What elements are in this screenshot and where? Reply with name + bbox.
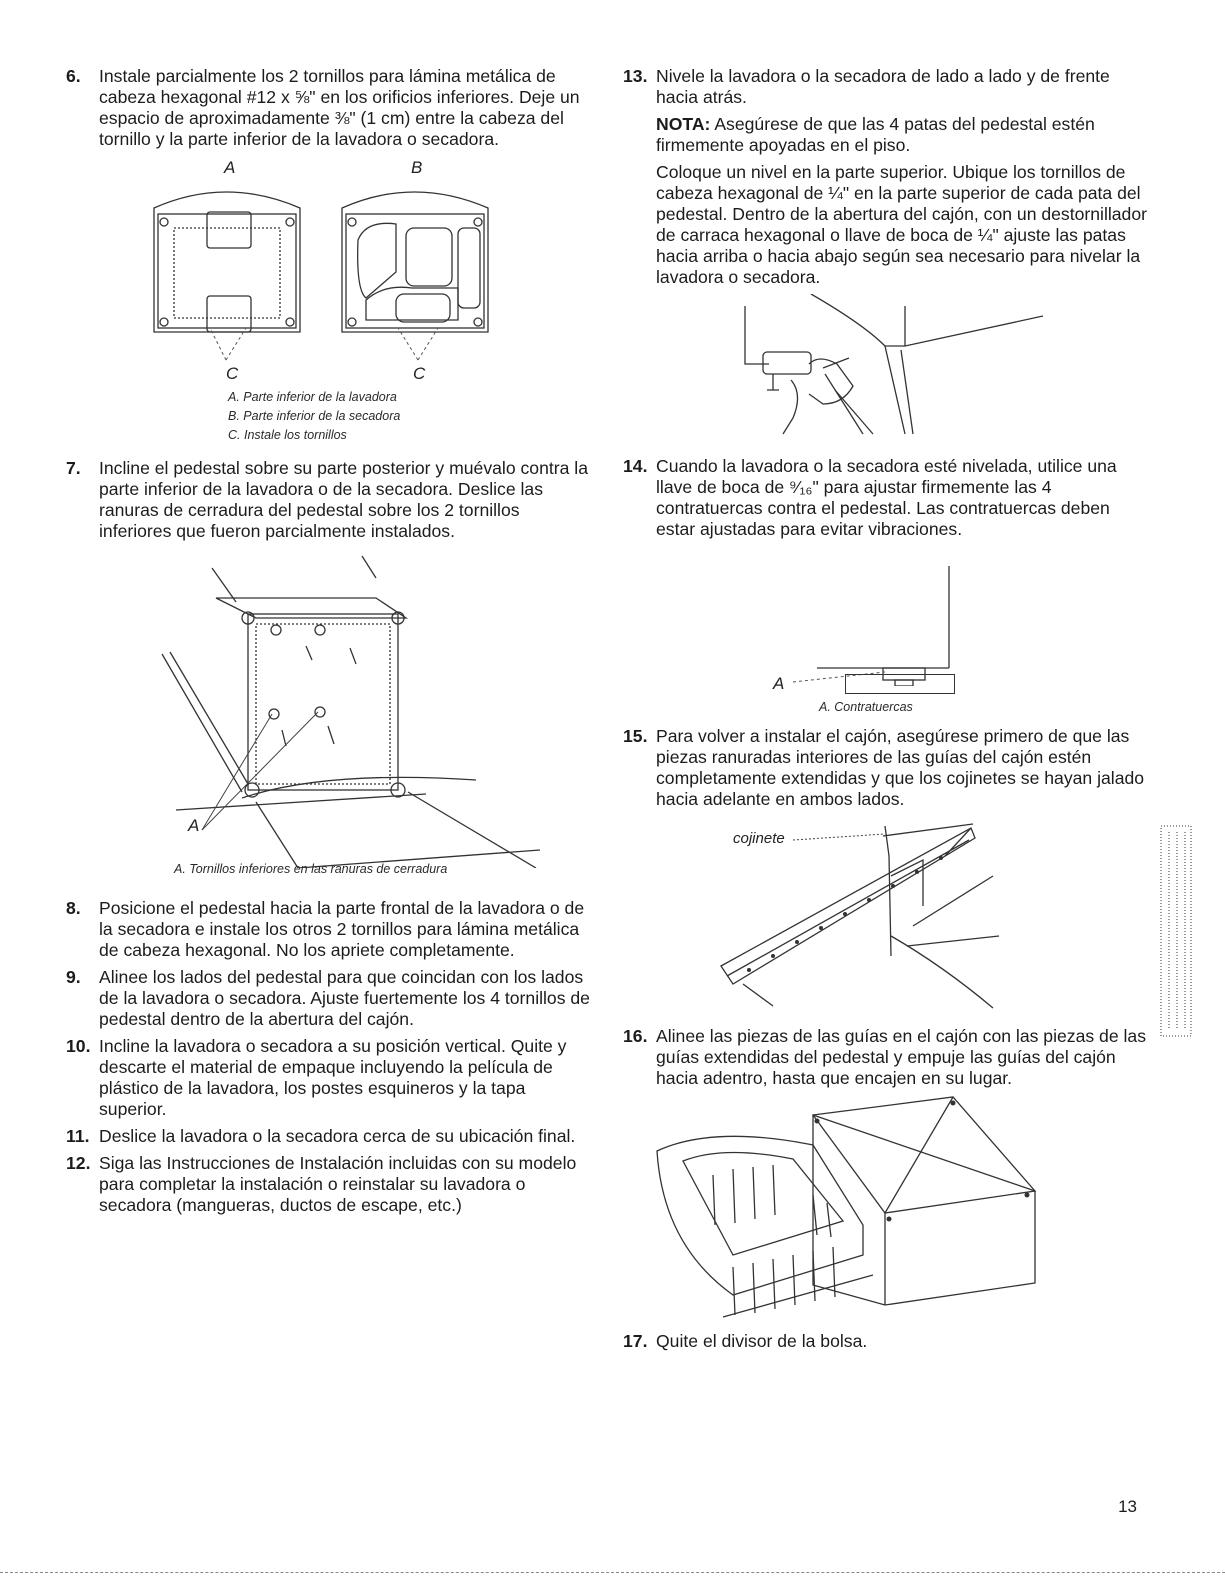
locknut-drawing (623, 546, 1148, 686)
step-number: 11. (66, 1126, 90, 1146)
step-text: Cuando la lavadora o la secadora esté nivelada, utilice una llave de boca de ⁹⁄₁₆" para ajustar firmemente las 4 contratuercas contra el pedestal. Las contratuercas deben estar ajustadas para evitar vibraciones. (656, 456, 1117, 539)
right-column (623, 66, 1148, 1358)
figure-drawer-slides (623, 816, 1148, 1026)
step-9 (66, 967, 594, 1036)
figure-drawer-install (623, 1095, 1148, 1331)
step-number: 7. (66, 458, 81, 478)
step-text: Incline el pedestal sobre su parte posterior y muévalo contra la parte inferior de la lavadora o de la secadora. Deslice las ranuras de cerradura del pedestal sobre los 2 tornillos inferiores que fueron parcialmente instalados. (99, 458, 588, 541)
figure-keyhole-screws (66, 548, 594, 888)
step-text: Deslice la lavadora o la secadora cerca de su ubicación final. (99, 1126, 576, 1146)
pedestal-bottoms-drawing (66, 180, 594, 380)
step-10 (66, 1036, 594, 1126)
step-number: 16. (623, 1026, 648, 1046)
note-text: Asegúrese de que las 4 patas del pedestal estén firmemente apoyadas en el piso. (656, 114, 1095, 155)
step-15 (623, 726, 1148, 816)
step-8 (66, 898, 594, 967)
step-text: Instale parcialmente los 2 tornillos para lámina metálica de cabeza hexagonal #12 x ⅝" en los orificios inferiores. Deje un espacio de aproximadamente ⅜" (1 cm) entre la cabeza del tornillo y la parte inferior de la lavadora o secadora. (99, 66, 580, 149)
step-text: Incline la lavadora o secadora a su posición vertical. Quite y descarte el material de empaque incluyendo la película de plástico de la lavadora, los postes esquineros y la tapa superior. (99, 1036, 567, 1119)
figure-caption: A. Tornillos inferiores en las ranuras de cerradura (174, 862, 448, 876)
bottom-rule (0, 1572, 1225, 1573)
step-number: 9. (66, 967, 81, 987)
step-number: 17. (623, 1331, 648, 1351)
step-number: 12. (66, 1153, 91, 1173)
step-7 (66, 458, 594, 548)
step-12 (66, 1153, 594, 1222)
step-text: Alinee los lados del pedestal para que coincidan con los lados de la lavadora o secadora. Ajuste fuertemente los 4 tornillos de pedestal dentro de la abertura del cajón. (99, 967, 590, 1029)
figure-label-b: B (411, 158, 423, 177)
step-number: 8. (66, 898, 81, 918)
figure-level-adjust (623, 294, 1148, 456)
figure-label-a: A (188, 816, 200, 835)
figure-label-bearing: cojinete (733, 830, 785, 847)
figure-caption: A. Parte inferior de la lavadora (228, 390, 397, 404)
step-text: Quite el divisor de la bolsa. (656, 1331, 868, 1351)
left-column (66, 66, 594, 1222)
pedestal-tilted-drawing (66, 548, 594, 868)
figure-caption: A. Contratuercas (819, 700, 913, 714)
figure-caption: C. Instale los tornillos (228, 428, 347, 442)
step-text: Siga las Instrucciones de Instalación incluidas con su modelo para completar la instalación o reinstalar su lavadora o secadora (mangueras, ductos de escape, etc.) (99, 1153, 577, 1215)
step-17 (623, 1331, 1148, 1358)
step-text: Posicione el pedestal hacia la parte frontal de la lavadora o de la secadora e instale los otros 2 tornillos para lámina metálica de cabeza hexagonal. No los apriete completamente. (99, 898, 585, 960)
step-number: 15. (623, 726, 648, 746)
figure-label-a: A (773, 674, 785, 693)
step-16 (623, 1026, 1148, 1095)
wrench-adjust-drawing (623, 294, 1148, 444)
step-note (656, 114, 1148, 156)
figure-label-c: C (226, 364, 239, 383)
step-number: 6. (66, 66, 81, 86)
step-6 (66, 66, 594, 156)
step-number: 10. (66, 1036, 91, 1056)
step-13 (623, 66, 1148, 294)
figure-caption: B. Parte inferior de la secadora (228, 409, 401, 423)
side-watermark (1157, 822, 1197, 1050)
figure-label-a: A (224, 158, 236, 177)
step-number: 14. (623, 456, 648, 476)
step-14 (623, 456, 1148, 546)
figure-pedestal-bottoms (66, 156, 594, 448)
figure-locknuts (623, 546, 1148, 726)
figure-label-c: C (413, 364, 426, 383)
note-label: NOTA: (656, 114, 711, 134)
drawer-slide-drawing (623, 816, 1148, 1016)
step-text: Nivele la lavadora o la secadora de lado a lado y de frente hacia atrás. (656, 66, 1110, 107)
step-number: 13. (623, 66, 648, 86)
step-text-continued: Coloque un nivel en la parte superior. Ubique los tornillos de cabeza hexagonal de ¼" en la parte superior de cada pata del pedestal. Dentro de la abertura del cajón, con un destornillador de carraca hexagonal o llave de boca de ¼" ajuste las patas hacia arriba o hacia abajo según sea necesario para nivelar la lavadora o secadora. (656, 162, 1147, 287)
drawer-pedestal-drawing (623, 1095, 1148, 1325)
page-number: 13 (1118, 1497, 1137, 1516)
step-11 (66, 1126, 594, 1153)
step-text: Para volver a instalar el cajón, asegúrese primero de que las piezas ranuradas interiores de las guías del cajón estén completamente extendidas y que los cojinetes se hayan jalado hacia adelante en ambos lados. (656, 726, 1145, 809)
step-text: Alinee las piezas de las guías en el cajón con las piezas de las guías extendidas del pedestal y empuje las guías del cajón hacia adentro, hasta que encajen en su lugar. (656, 1026, 1146, 1088)
